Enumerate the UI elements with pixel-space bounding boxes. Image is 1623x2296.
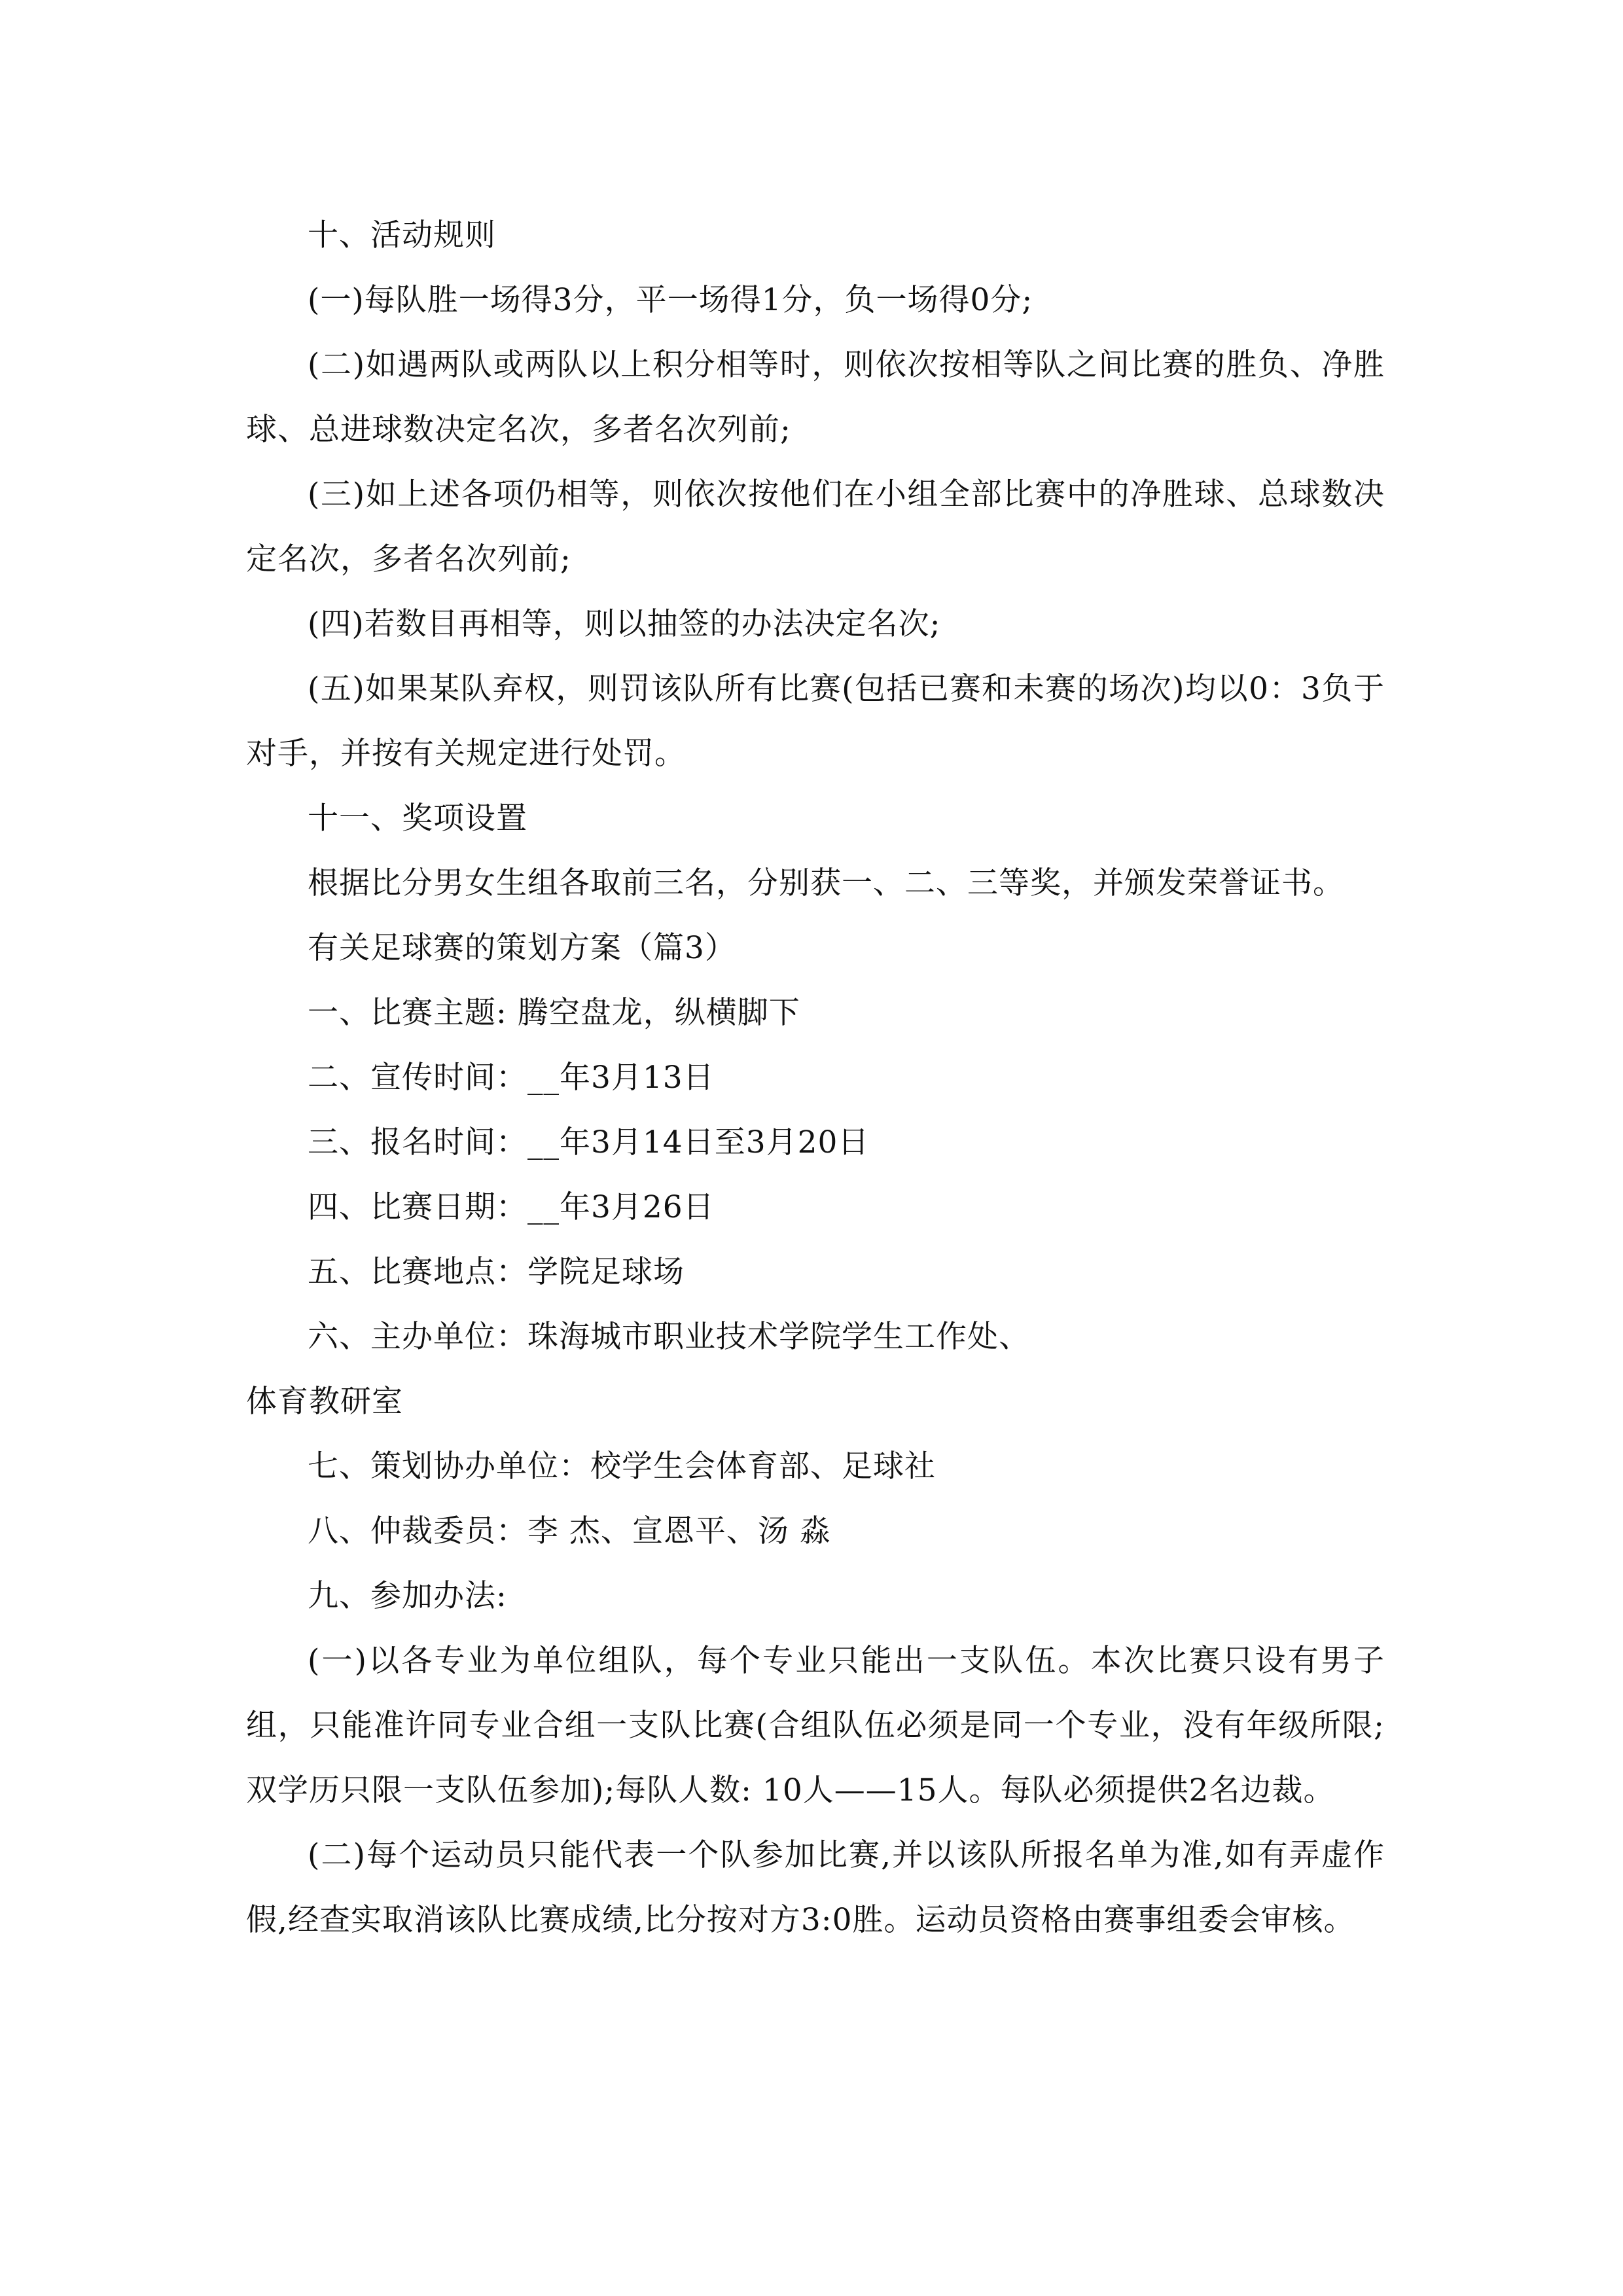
rule-4-draw-lots: (四)若数目再相等，则以抽签的办法决定名次;	[308, 606, 941, 642]
document-body	[246, 203, 1385, 1952]
item-promotion-time: 二、宣传时间：__年3月13日	[308, 1060, 715, 1096]
item-match-venue: 五、比赛地点：学院足球场	[308, 1254, 685, 1290]
section-heading-activity-rules: 十、活动规则	[308, 217, 496, 253]
item-theme: 一、比赛主题: 腾空盘龙，纵横脚下	[308, 995, 800, 1031]
section-heading-awards: 十一、奖项设置	[308, 800, 527, 836]
rule-1-points: (一)每队胜一场得3分，平一场得1分，负一场得0分;	[308, 282, 1033, 318]
item-match-date: 四、比赛日期：__年3月26日	[308, 1189, 715, 1225]
participation-rule-2: (二)每个运动员只能代表一个队参加比赛,并以该队所报名单为准,如有弄虚作假,经查实取消该队比赛成绩,比分按对方3:0胜。运动员资格由赛事组委会审核。	[246, 1837, 1385, 1938]
item-arbitration-committee: 八、仲裁委员：李 杰、宣恩平、汤 淼	[308, 1513, 831, 1549]
item-organizer-continued: 体育教研室	[246, 1384, 403, 1420]
item-participation-method: 九、参加办法:	[308, 1578, 507, 1614]
item-co-organizer: 七、策划协办单位：校学生会体育部、足球社	[308, 1448, 936, 1484]
rule-5-forfeit: (五)如果某队弃权，则罚该队所有比赛(包括已赛和未赛的场次)均以0：3负于对手，并按有关规定进行处罚。	[246, 671, 1385, 772]
awards-text: 根据比分男女生组各取前三名，分别获一、二、三等奖，并颁发荣誉证书。	[308, 865, 1344, 901]
rule-3-tiebreak-group: (三)如上述各项仍相等，则依次按他们在小组全部比赛中的净胜球、总球数决定名次，多者名次列前;	[246, 476, 1385, 577]
rule-2-tiebreak: (二)如遇两队或两队以上积分相等时，则依次按相等队之间比赛的胜负、净胜球、总进球数决定名次，多者名次列前;	[246, 347, 1385, 448]
item-organizer: 六、主办单位：珠海城市职业技术学院学生工作处、	[308, 1319, 1030, 1355]
participation-rule-1: (一)以各专业为单位组队，每个专业只能出一支队伍。本次比赛只设有男子组，只能准许同专业合组一支队比赛(合组队伍必须是同一个专业，没有年级所限;双学历只限一支队伍参加);每队人数: 10人——15人。每队必须提供2名边裁。	[246, 1643, 1385, 1808]
plan-title-part-3: 有关足球赛的策划方案（篇3）	[308, 930, 736, 966]
item-registration-time: 三、报名时间：__年3月14日至3月20日	[308, 1124, 870, 1160]
